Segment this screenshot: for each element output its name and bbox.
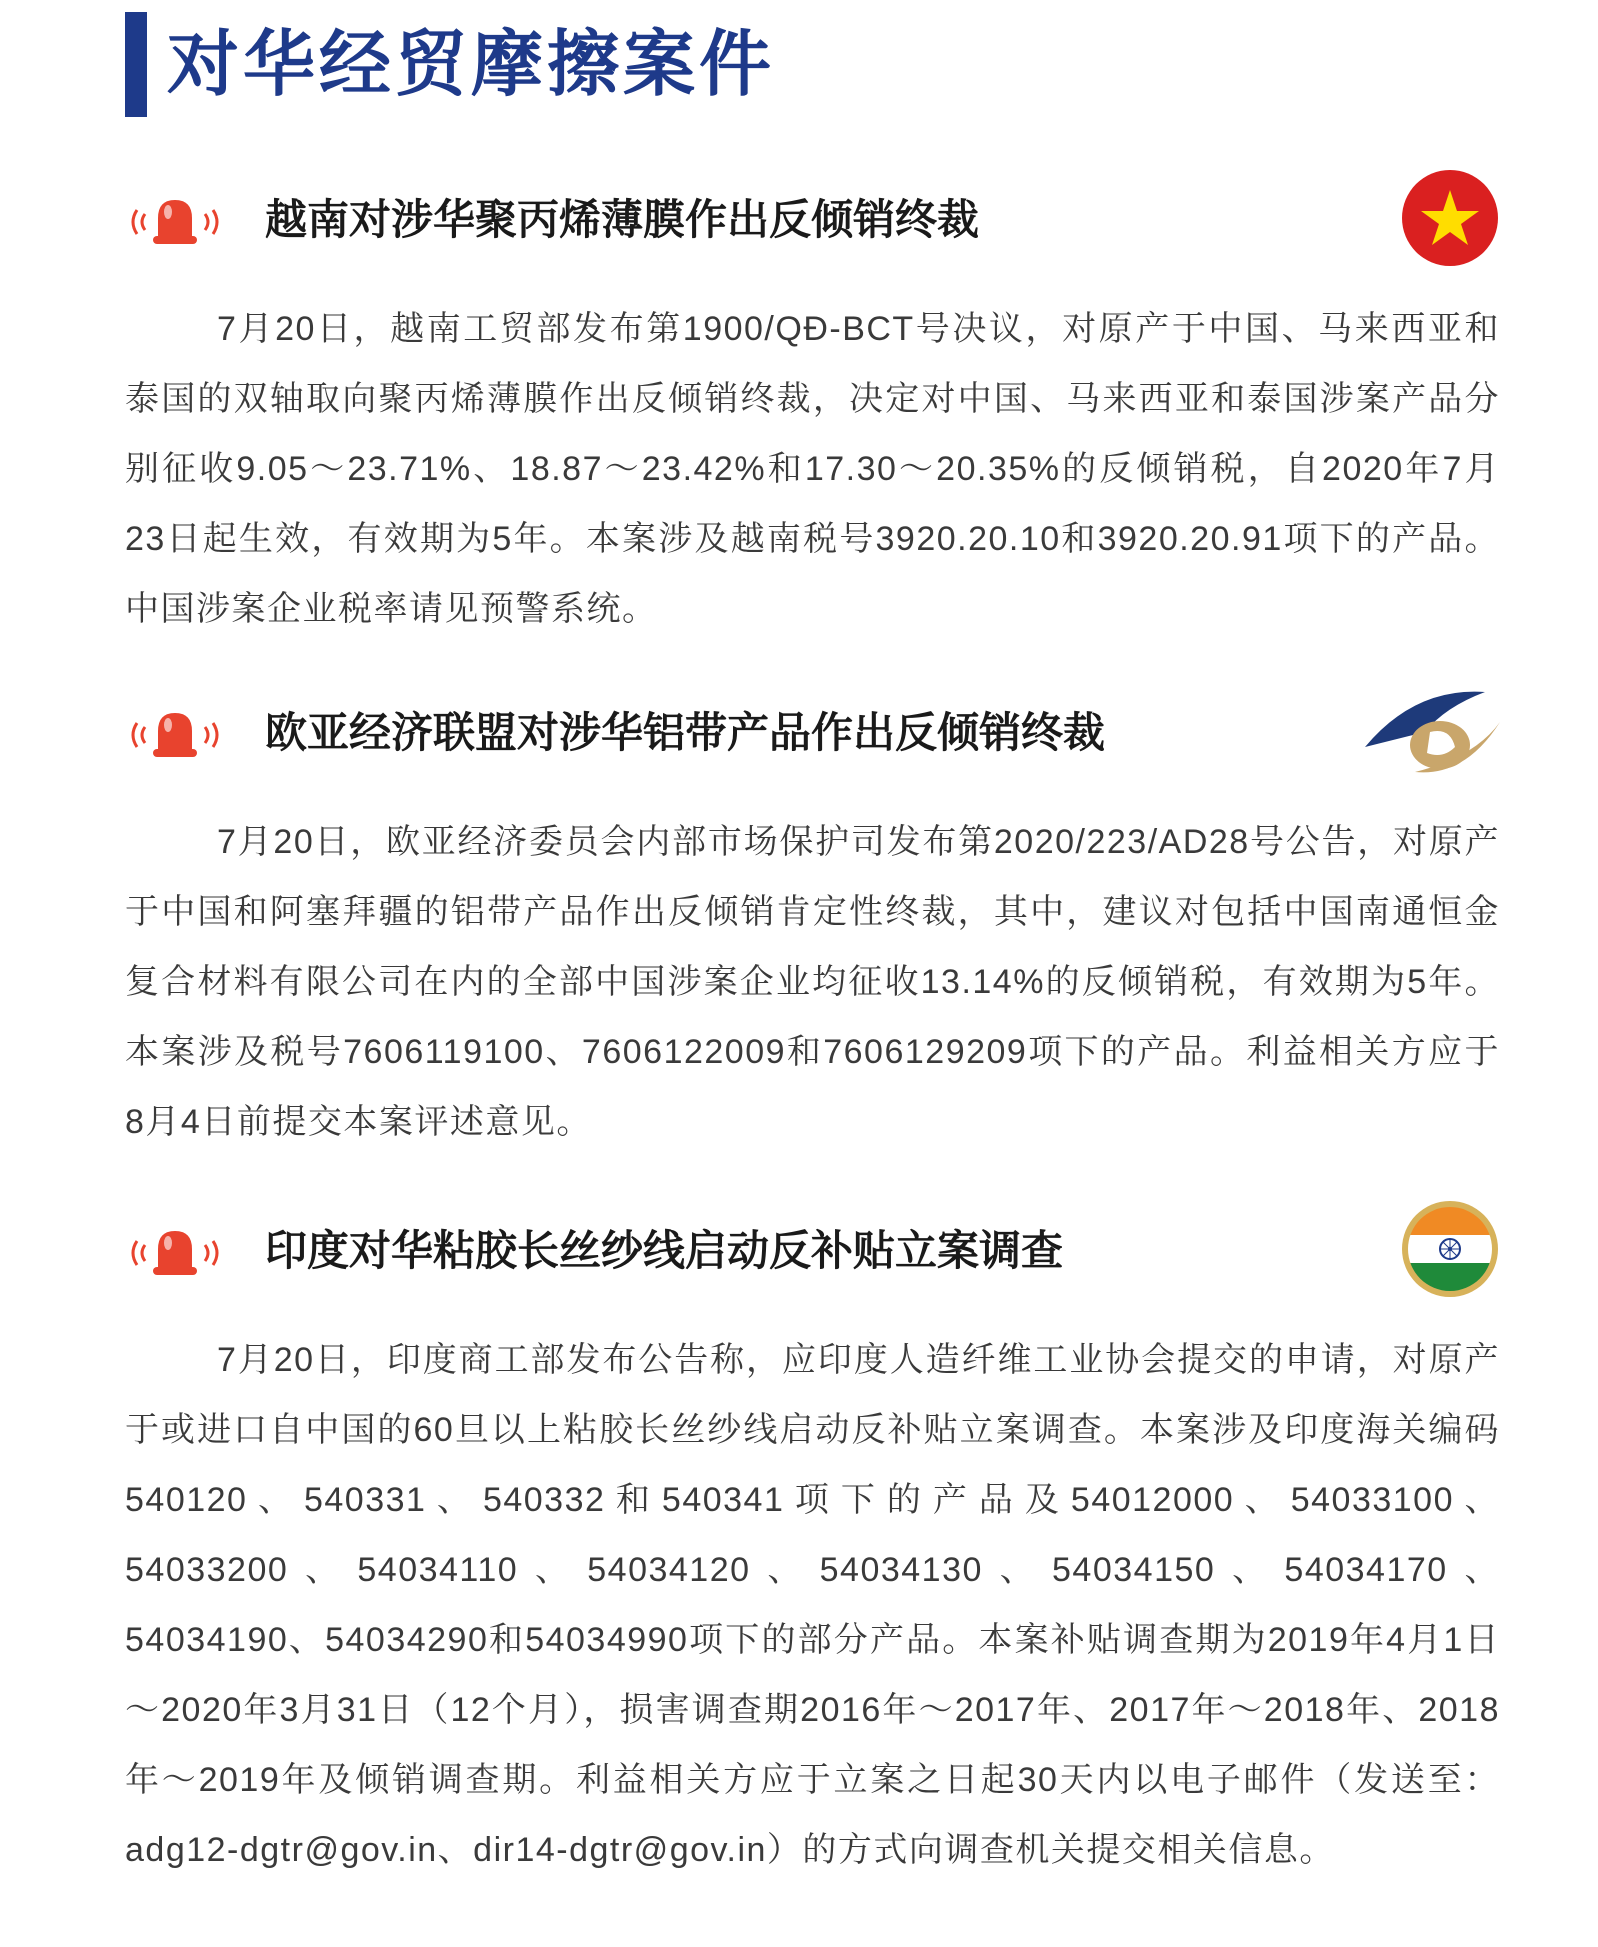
case-body: 7月20日，越南工贸部发布第1900/QĐ-BCT号决议，对原产于中国、马来西亚和泰国的双轴取向聚丙烯薄膜作出反倾销终裁，决定对中国、马来西亚和泰国涉案产品分别征收9.05～23.71%、18.87～23.42%和17.30～20.35%的反倾销税，自2020年7月23日起生效，有效期为5年。本案涉及越南税号3920.20.10和3920.20.91项下的产品。中国涉案企业税率请见预警系统。 [125,310,1500,628]
section-header [125,12,775,117]
page-title: 对华经贸摩擦案件 [167,22,776,106]
case-vietnam [125,172,1500,628]
case-title: 越南对涉华聚丙烯薄膜作出反倾销终裁 [265,195,980,244]
india-flag-icon [1400,1199,1500,1299]
case-title: 欧亚经济联盟对涉华铝带产品作出反倾销终裁 [265,708,1106,757]
alarm-bell-icon [125,705,225,765]
case-title: 印度对华粘胶长丝纱线启动反补贴立案调查 [265,1226,1064,1275]
alarm-bell-icon [125,1223,225,1283]
case-eaeu [125,685,1500,1141]
case-header [125,685,1500,785]
case-body: 7月20日，印度商工部发布公告称，应印度人造纤维工业协会提交的申请，对原产于或进口自中国的60旦以上粘胶长丝纱线启动反补贴立案调查。本案涉及印度海关编码540120、540331、540332和540341项下的产品及54012000、54033100、54033200、54034110、54034120、54034130、54034150、54034170、54034190、54034290和54034990项下的部分产品。本案补贴调查期为2019年4月1日～2020年3月31日（12个月），损害调查期2016年～2017年、2017年～2018年、2018年～2019年及倾销调查期。利益相关方应于立案之日起30天内以电子邮件（发送至：adg12-dgtr@gov.in、dir14-dgtr@gov.in）的方式向调查机关提交相关信息。 [125,1341,1500,1869]
alarm-bell-icon [125,192,225,252]
case-body: 7月20日，欧亚经济委员会内部市场保护司发布第2020/223/AD28号公告，对原产于中国和阿塞拜疆的铝带产品作出反倾销肯定性终裁，其中，建议对包括中国南通恒金复合材料有限公司在内的全部中国涉案企业均征收13.14%的反倾销税，有效期为5年。本案涉及税号7606119100、7606122009和7606129209项下的产品。利益相关方应于8月4日前提交本案评述意见。 [125,823,1500,1141]
case-header [125,172,1500,272]
header-accent-bar [125,12,147,117]
eaeu-emblem-icon [1355,677,1505,787]
case-india [125,1203,1500,1869]
vietnam-flag-icon [1400,168,1500,268]
case-header [125,1203,1500,1303]
